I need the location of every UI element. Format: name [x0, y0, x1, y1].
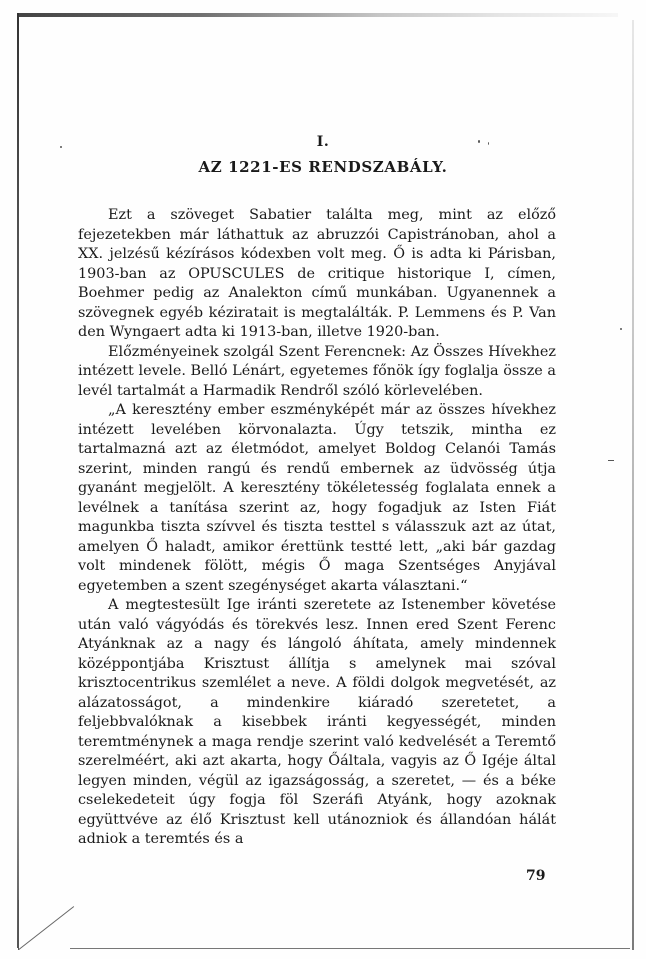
paragraph: „A keresztény ember eszményképét már az összes hívekhez intézett levelében körvonalazta. Úgy tetszik, mintha ez tartalmazná azt az életmódot, amelyet Boldog Celanói Tamás szerint, minden rangú és rendű embernek az üdvösség útja gyanánt megjelölt. A keresztény tökéletesség foglalata ennek a levélnek a tanítása szerint az, hogy fogadjuk az Isten Fiát magunkba tiszta szívvel és tiszta testtel s válasszuk azt az útat, amelyen Ő haladt, amikor érettünk testté lett, „aki bár gazdag volt mindenek fölött, mégis Ő maga Szentséges Anyjával egyetemben a szent szegénységet akarta választani.“ — [78, 402, 556, 594]
scan-speck — [608, 460, 614, 461]
paragraph: Előzményeinek szolgál Szent Ferencnek: Az Összes Hívekhez intézett levele. Belló Lénárt, egyetemes főnök így foglalja össze a levél tartalmát a Harmadik Rendről szóló körlevelében. — [78, 343, 556, 399]
page-top-edge — [18, 13, 618, 17]
scan-speck — [620, 328, 622, 330]
page-number: 79 — [526, 868, 546, 884]
page-corner-fold — [18, 900, 79, 950]
paragraph: Ezt a szöveget Sabatier találta meg, mint az előző fejezetekben már láthattuk az abruzzói Capistránoban, ahol a XX. jelzésű kézírásos kódexben volt meg. Ő is adta ki Párisban, 1903-ban az OPUSCULES de critique historique I, címen, Boehmer pedig az Analekton című munkában. Ugyanennek a szövegnek egyéb kéziratait is megtalálták. P. Lemmens és P. Van den Wyngaert adta ki 1913-ban, illetve 1920-ban. — [78, 207, 556, 340]
page-left-edge — [17, 13, 19, 948]
paragraph: A megtestesült Ige iránti szeretete az Istenember követése után való vágyódás és törekvés lesz. Innen ered Szent Ferenc Atyánknak az a nagy és lángoló áhítata, amely mindennek középpontjába Krisztust állítja s amelynek mai szóval krisztocentrikus szemlélet a neve. A földi dolgok megvetését, az alázatosságot, a mindenkire kiáradó szeretetet, a feljebbvalóknak a kisebbek iránti kegyességét, minden teremtménynek a maga rendje szerint való kedvelését a Teremtő szerelméért, aki azt akarta, hogy Őáltala, vagyis az Ő Igéje által legyen minden, végül az igazságosság, a szeretet, — és a béke cselekedeteit úgy fogja föl Szeráfi Atyánk, hogy azoknak együttvéve az élő Krisztust kell utánozniok és állandóan hálát adniok a teremtés és a — [78, 597, 556, 847]
page-bottom-edge — [70, 948, 630, 949]
chapter-title: AZ 1221-ES RENDSZABÁLY. — [198, 158, 448, 176]
chapter-number: I. — [316, 134, 330, 150]
body-text — [78, 206, 556, 850]
